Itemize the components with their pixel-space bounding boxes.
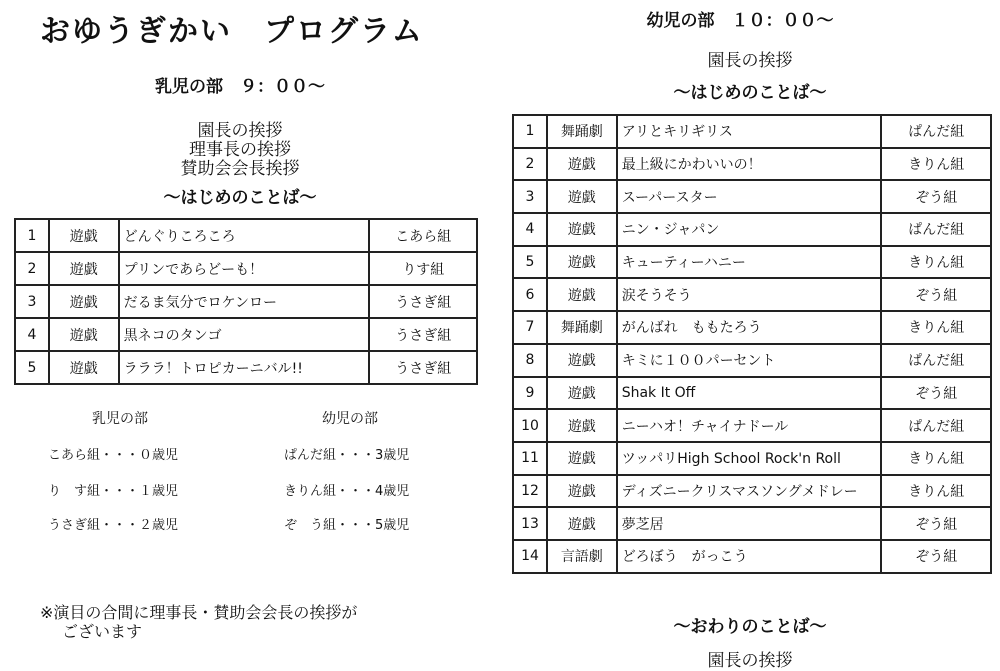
program-title: どんぐりころころ [119, 219, 370, 252]
page-title: おゆうぎかい プログラム [40, 14, 424, 49]
program-title: 涙そうそう [617, 278, 882, 311]
program-row [15, 252, 477, 285]
program-category: 遊戯 [49, 219, 119, 252]
program-category: 舞踊劇 [547, 115, 617, 148]
program-number: 9 [513, 377, 547, 410]
program-class: うさぎ組 [369, 351, 477, 384]
infant-program-table [14, 218, 478, 385]
program-class: ぱんだ組 [881, 115, 991, 148]
program-category: 言語劇 [547, 540, 617, 573]
program-category: 遊戯 [547, 148, 617, 181]
program-class: ぞう組 [881, 377, 991, 410]
program-title: ニーハオ！チャイナドール [617, 409, 882, 442]
program-number: 1 [513, 115, 547, 148]
program-title: ツッパリHigh School Rock'n Roll [617, 442, 882, 475]
program-title: スーパースター [617, 180, 882, 213]
infant-greeting-1: 園長の挨拶 [197, 121, 283, 141]
kids-program-table [512, 114, 992, 574]
program-category: 遊戯 [49, 252, 119, 285]
program-number: 3 [513, 180, 547, 213]
program-row [513, 507, 991, 540]
legend-kids-heading: 幼児の部 [322, 411, 378, 427]
program-title: アリとキリギリス [617, 115, 882, 148]
program-row [513, 540, 991, 573]
program-row [513, 180, 991, 213]
program-class: ぞう組 [881, 540, 991, 573]
program-number: 11 [513, 442, 547, 475]
kids-closing-greeting: 園長の挨拶 [707, 651, 793, 671]
program-title: がんばれ ももたろう [617, 311, 882, 344]
program-category: 遊戯 [547, 507, 617, 540]
program-class: うさぎ組 [369, 285, 477, 318]
program-number: 14 [513, 540, 547, 573]
program-category: 舞踊劇 [547, 311, 617, 344]
program-class: ぱんだ組 [881, 409, 991, 442]
program-category: 遊戯 [547, 409, 617, 442]
program-category: 遊戯 [547, 475, 617, 508]
program-class: きりん組 [881, 246, 991, 279]
program-title: 最上級にかわいいの！ [617, 148, 882, 181]
program-row [513, 115, 991, 148]
note-line-1: ※演目の合間に理事長・賛助会会長の挨拶が [40, 603, 358, 622]
program-number: 2 [513, 148, 547, 181]
program-title: どろぼう がっこう [617, 540, 882, 573]
program-row [513, 344, 991, 377]
program-class: ぱんだ組 [881, 344, 991, 377]
program-class: きりん組 [881, 148, 991, 181]
program-number: 4 [15, 318, 49, 351]
program-category: 遊戯 [49, 351, 119, 384]
legend-kids-item: ぱんだ組・・・3歳児 [284, 448, 410, 463]
kids-greeting: 園長の挨拶 [707, 51, 793, 71]
legend-infant-item: り す組・・・１歳児 [48, 484, 179, 499]
program-title: ラララ！トロピカーニバル!! [119, 351, 370, 384]
program-category: 遊戯 [547, 377, 617, 410]
program-class: ぞう組 [881, 507, 991, 540]
program-category: 遊戯 [49, 285, 119, 318]
program-row [513, 213, 991, 246]
program-number: 7 [513, 311, 547, 344]
program-category: 遊戯 [547, 213, 617, 246]
program-row [15, 351, 477, 384]
program-class: ぞう組 [881, 180, 991, 213]
program-number: 5 [513, 246, 547, 279]
program-title: 黒ネコのタンゴ [119, 318, 370, 351]
program-number: 2 [15, 252, 49, 285]
kids-section-heading: 幼児の部 １０：００～ [646, 11, 834, 31]
program-row [513, 377, 991, 410]
infant-opening-remarks: ～はじめのことば～ [163, 188, 317, 208]
program-row [15, 285, 477, 318]
program-number: 4 [513, 213, 547, 246]
legend-infant-heading: 乳児の部 [92, 411, 148, 427]
program-class: ぞう組 [881, 278, 991, 311]
program-row [513, 442, 991, 475]
program-row [513, 475, 991, 508]
program-class: きりん組 [881, 475, 991, 508]
legend-infant-item: うさぎ組・・・２歳児 [48, 518, 179, 533]
legend-kids-item: きりん組・・・4歳児 [284, 484, 410, 499]
program-number: 12 [513, 475, 547, 508]
program-category: 遊戯 [547, 246, 617, 279]
program-number: 10 [513, 409, 547, 442]
program-title: Shak It Off [617, 377, 882, 410]
program-row [15, 318, 477, 351]
program-title: プリンであらどーも！ [119, 252, 370, 285]
program-row [513, 409, 991, 442]
program-number: 5 [15, 351, 49, 384]
program-class: りす組 [369, 252, 477, 285]
infant-section-heading: 乳児の部 ９：００～ [155, 77, 325, 97]
program-category: 遊戯 [547, 442, 617, 475]
program-number: 3 [15, 285, 49, 318]
program-category: 遊戯 [547, 344, 617, 377]
program-row [15, 219, 477, 252]
program-category: 遊戯 [547, 278, 617, 311]
kids-closing-remarks: ～おわりのことば～ [673, 617, 827, 637]
program-row [513, 148, 991, 181]
kids-opening-remarks: ～はじめのことば～ [673, 83, 827, 103]
program-row [513, 246, 991, 279]
program-title: 夢芝居 [617, 507, 882, 540]
program-title: キューティーハニー [617, 246, 882, 279]
program-class: ぱんだ組 [881, 213, 991, 246]
program-title: だるま気分でロケンロー [119, 285, 370, 318]
note-line-2: ございます [62, 622, 143, 641]
program-number: 1 [15, 219, 49, 252]
program-class: きりん組 [881, 311, 991, 344]
infant-greeting-3: 賛助会会長挨拶 [180, 159, 300, 179]
program-category: 遊戯 [49, 318, 119, 351]
legend-infant-item: こあら組・・・０歳児 [48, 448, 179, 463]
program-title: ニン・ジャパン [617, 213, 882, 246]
program-number: 8 [513, 344, 547, 377]
program-title: キミに１００パーセント [617, 344, 882, 377]
program-class: うさぎ組 [369, 318, 477, 351]
program-row [513, 311, 991, 344]
program-row [513, 278, 991, 311]
program-class: きりん組 [881, 442, 991, 475]
program-number: 13 [513, 507, 547, 540]
program-number: 6 [513, 278, 547, 311]
program-title: ディズニークリスマスソングメドレー [617, 475, 882, 508]
program-category: 遊戯 [547, 180, 617, 213]
legend-kids-item: ぞ う組・・・5歳児 [284, 518, 410, 533]
infant-greeting-2: 理事長の挨拶 [189, 140, 291, 160]
program-class: こあら組 [369, 219, 477, 252]
